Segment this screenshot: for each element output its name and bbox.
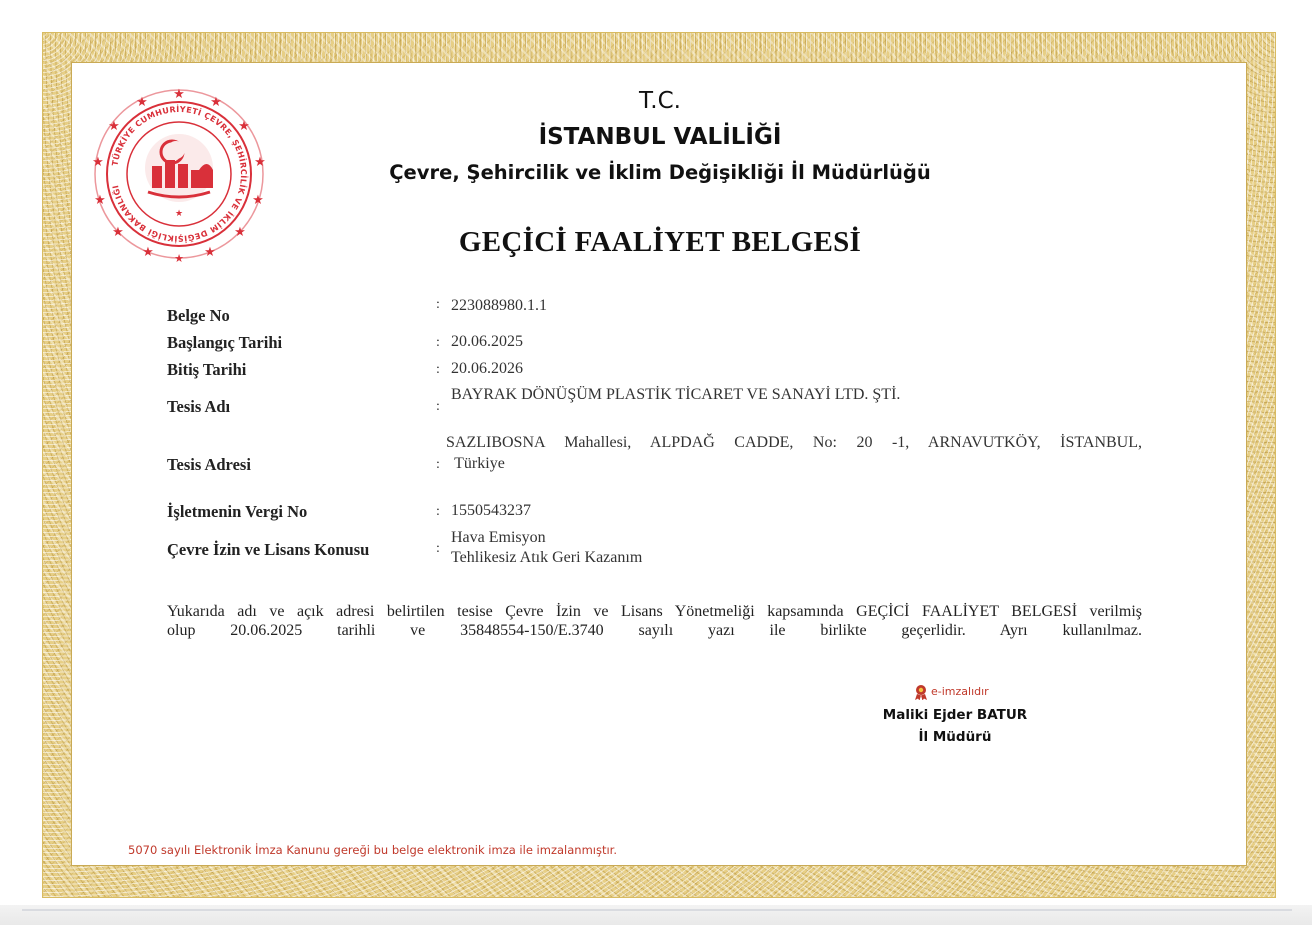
svg-text:★: ★ bbox=[112, 225, 124, 240]
legal-footer-note: 5070 sayılı Elektronik İmza Kanunu gereği bu belge elektronik imza ile imzalanmıştır. bbox=[128, 843, 617, 857]
colon: : bbox=[436, 399, 440, 414]
value-start-date: 20.06.2025 bbox=[451, 333, 523, 350]
address-country: Türkiye bbox=[454, 455, 505, 472]
label-tax-no: İşletmenin Vergi No bbox=[167, 502, 308, 521]
header-directorate: Çevre, Şehircilik ve İklim Değişikliği İl Müdürlüğü bbox=[389, 161, 931, 184]
signer-role: İl Müdürü bbox=[918, 729, 992, 745]
value-license-subject-line2: Tehlikesiz Atık Geri Kazanım bbox=[451, 549, 643, 566]
svg-text:★: ★ bbox=[238, 119, 250, 134]
svg-text:★: ★ bbox=[142, 245, 154, 260]
header-tc: T.C. bbox=[638, 88, 681, 114]
svg-text:★: ★ bbox=[252, 193, 264, 208]
page-bottom-line bbox=[22, 909, 1292, 911]
label-start-date: Başlangıç Tarihi bbox=[167, 333, 283, 352]
svg-text:★: ★ bbox=[174, 209, 184, 219]
label-belge-no: Belge No bbox=[167, 306, 230, 325]
svg-text:★: ★ bbox=[254, 155, 266, 170]
svg-text:★: ★ bbox=[204, 245, 216, 260]
e-signature-badge bbox=[914, 684, 989, 700]
svg-text:TÜRKİYE CUMHURİYETİ ÇEVRE, ŞEH: TÜRKİYE CUMHURİYETİ ÇEVRE, ŞEHİRCİLİK VE İKLİM DEĞİŞİKLİĞİ BAKANLIĞI bbox=[110, 104, 249, 244]
validity-paragraph-line2: olup 20.06.2025 tarihli ve 35848554-150/E.3740 sayılı yazı ile birlikte geçerlidir. Ayrı kullanılmaz. bbox=[167, 622, 1142, 639]
value-facility-address-line1: SAZLIBOSNA Mahallesi, ALPDAĞ CADDE, No: 20 -1, ARNAVUTKÖY, İSTANBUL, bbox=[446, 434, 1142, 451]
e-signature-label: e-imzalıdır bbox=[931, 685, 989, 698]
value-facility-address-line2 bbox=[446, 455, 505, 473]
page-bottom-band bbox=[0, 905, 1312, 925]
label-license-subject: Çevre İzin ve Lisans Konusu bbox=[167, 540, 370, 559]
header-governorship: İSTANBUL VALİLİĞİ bbox=[538, 124, 782, 150]
value-facility-name: BAYRAK DÖNÜŞÜM PLASTİK TİCARET VE SANAYİ LTD. ŞTİ. bbox=[451, 386, 901, 403]
label-facility-name: Tesis Adı bbox=[167, 397, 231, 416]
svg-text:★: ★ bbox=[210, 95, 222, 110]
svg-text:★: ★ bbox=[173, 87, 185, 102]
colon: : bbox=[436, 457, 440, 472]
value-license-subject-line1: Hava Emisyon bbox=[451, 529, 546, 546]
svg-text:★: ★ bbox=[108, 119, 120, 134]
svg-text:★: ★ bbox=[234, 225, 246, 240]
value-belge-no: 223088980.1.1 bbox=[451, 297, 547, 314]
document-title: GEÇİCİ FAALİYET BELGESİ bbox=[458, 226, 862, 258]
value-tax-no: 1550543237 bbox=[451, 502, 531, 519]
ministry-seal-icon bbox=[86, 86, 272, 262]
colon: : bbox=[436, 541, 440, 556]
svg-text:★: ★ bbox=[174, 252, 184, 262]
colon: : bbox=[436, 362, 440, 377]
validity-paragraph-line1: Yukarıda adı ve açık adresi belirtilen tesise Çevre İzin ve Lisans Yönetmeliği kapsamında GEÇİCİ FAALİYET BELGESİ verilmiş bbox=[167, 603, 1142, 620]
colon: : bbox=[436, 504, 440, 519]
ribbon-icon bbox=[914, 684, 928, 700]
value-end-date: 20.06.2026 bbox=[451, 360, 523, 377]
label-facility-address: Tesis Adresi bbox=[167, 455, 251, 474]
svg-text:★: ★ bbox=[92, 155, 104, 170]
colon: : bbox=[436, 335, 440, 350]
label-end-date: Bitiş Tarihi bbox=[167, 360, 247, 379]
colon: : bbox=[436, 297, 440, 312]
signer-name: Maliki Ejder BATUR bbox=[882, 707, 1028, 723]
svg-text:★: ★ bbox=[94, 193, 106, 208]
svg-text:★: ★ bbox=[136, 95, 148, 110]
